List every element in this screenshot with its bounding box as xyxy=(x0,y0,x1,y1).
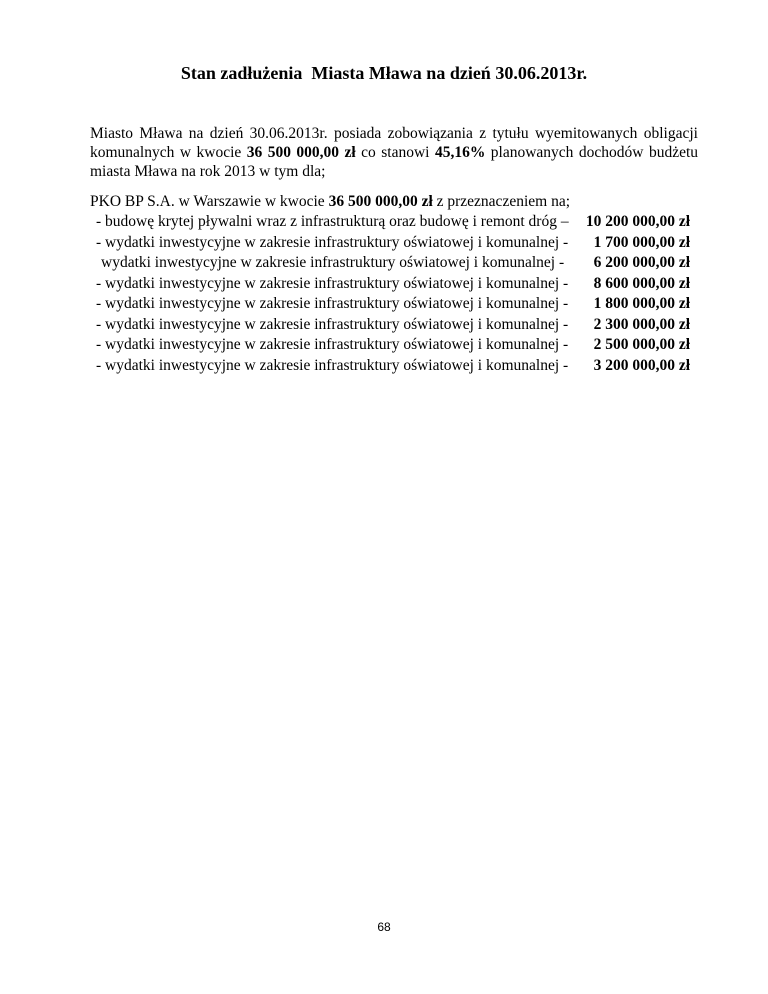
intro-paragraph xyxy=(90,124,698,181)
page-title: Stan zadłużenia Miasta Mława na dzień 30.06.2013r. xyxy=(180,63,588,83)
creditor-amount: 36 500 000,00 zł xyxy=(328,193,433,210)
creditor-text-start: PKO BP S.A. w Warszawie w kwocie xyxy=(90,193,329,210)
item-amount: 6 200 000,00 zł xyxy=(593,254,690,271)
list-item xyxy=(90,315,690,336)
item-description: - wydatki inwestycyjne w zakresie infrastruktury oświatowej i komunalnej - xyxy=(96,315,569,333)
item-description: - budowę krytej pływalni wraz z infrastrukturą oraz budowę i remont dróg – xyxy=(96,213,569,230)
item-amount: 8 600 000,00 zł xyxy=(593,274,690,292)
item-amount: 10 200 000,00 zł xyxy=(585,213,690,230)
intro-percent: 45,16% xyxy=(434,144,486,161)
item-description: - wydatki inwestycyjne w zakresie infrastruktury oświatowej i komunalnej - xyxy=(96,336,569,353)
list-item xyxy=(90,294,690,315)
creditor-text-end: z przeznaczeniem na; xyxy=(432,193,571,210)
item-description: - wydatki inwestycyjne w zakresie infrastruktury oświatowej i komunalnej - xyxy=(96,295,569,312)
item-description: - wydatki inwestycyjne w zakresie infrastruktury oświatowej i komunalnej - xyxy=(96,233,569,251)
item-amount: 1 700 000,00 zł xyxy=(593,233,690,251)
page-number: 68 xyxy=(377,920,391,934)
purpose-list xyxy=(90,212,690,376)
intro-text-start: Miasto Mława na dzień 30.06.2013r. posiada zobowiązania z tytułu wyemitowanych obligacji komunalnych w kwocie xyxy=(90,125,698,161)
item-description: wydatki inwestycyjne w zakresie infrastruktury oświatowej i komunalnej - xyxy=(101,254,565,271)
item-description: - wydatki inwestycyjne w zakresie infrastruktury oświatowej i komunalnej - xyxy=(96,274,569,292)
list-item xyxy=(90,356,690,377)
intro-text-end: planowanych dochodów budżetu miasta Mława na rok 2013 w tym dla; xyxy=(90,144,699,180)
item-amount: 2 300 000,00 zł xyxy=(593,315,690,333)
item-amount: 2 500 000,00 zł xyxy=(593,336,690,353)
list-item xyxy=(90,335,690,356)
creditor-line xyxy=(90,192,570,211)
item-amount: 1 800 000,00 zł xyxy=(593,295,690,312)
intro-text-middle: co stanowi xyxy=(355,144,435,161)
list-item xyxy=(90,233,690,254)
list-item xyxy=(90,212,690,233)
list-item xyxy=(90,274,690,295)
list-item xyxy=(90,253,690,274)
item-amount: 3 200 000,00 zł xyxy=(593,356,690,374)
intro-bond-amount: 36 500 000,00 zł xyxy=(246,144,356,161)
item-description: - wydatki inwestycyjne w zakresie infrastruktury oświatowej i komunalnej - xyxy=(96,356,569,374)
